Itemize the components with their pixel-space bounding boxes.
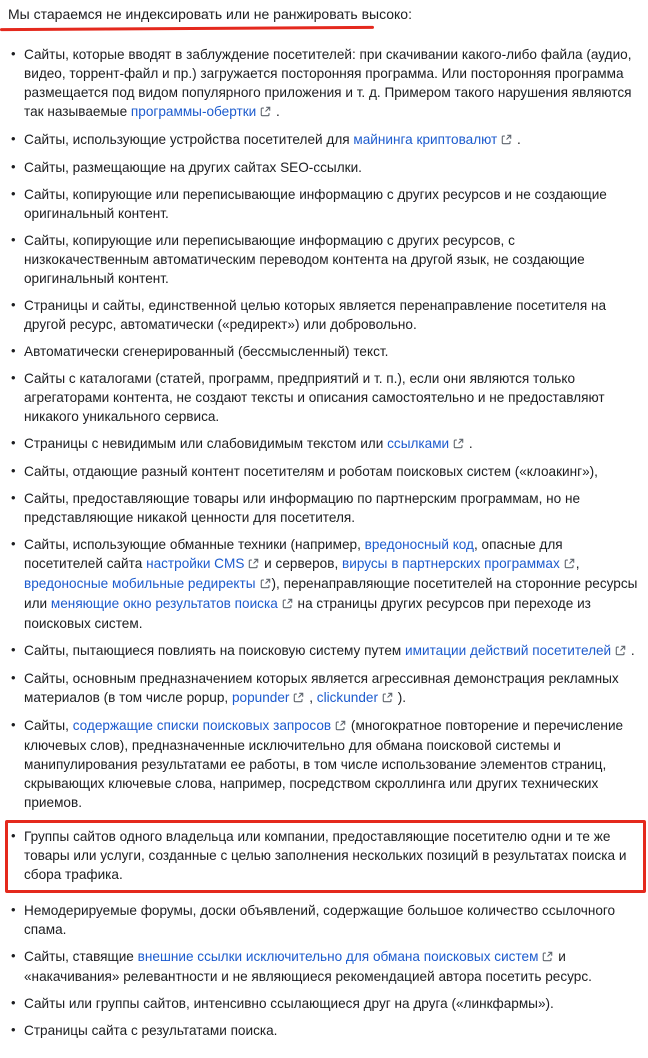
text-segment: Сайты, копирующие или переписывающие информацию с других ресурсов, с низкокачественным автоматическим переводом контента на другой язык, не создающие оригинальный контент. (24, 233, 585, 286)
external-link-icon (335, 717, 346, 736)
inline-link[interactable]: майнинга криптовалют (353, 132, 498, 147)
text-segment: Группы сайтов одного владельца или компании, предоставляющие посетителю одни и те же товары или услуги, созданные с целью заполнения нескольких позиций в результатах поиска и сбора трафика. (24, 829, 627, 882)
list-item (24, 342, 640, 361)
inline-link[interactable]: вредоносные мобильные редиректы (24, 576, 256, 591)
list-item (24, 185, 640, 223)
external-link-icon (382, 689, 393, 708)
text-segment: . (465, 436, 473, 451)
list-item (24, 231, 640, 288)
text-segment: Сайты, использующие обманные техники (например, (24, 537, 365, 552)
external-link-icon (453, 435, 464, 454)
text-segment: , (305, 690, 317, 705)
external-link-icon (282, 595, 293, 614)
text-segment: . (272, 104, 280, 119)
list-item (24, 1021, 640, 1040)
list-item (24, 901, 640, 939)
external-link-icon (564, 555, 575, 574)
list-item (24, 369, 640, 426)
list-item (24, 489, 640, 527)
text-segment: Сайты, (24, 718, 73, 733)
list-item (24, 45, 640, 122)
list-item (24, 434, 640, 454)
list-item (24, 947, 640, 986)
external-link-icon (542, 948, 553, 967)
text-segment: , опасные для посетителей сайта (24, 537, 563, 571)
external-link-icon (615, 642, 626, 661)
inline-link[interactable]: popunder (231, 690, 290, 705)
inline-link[interactable]: содержащие списки поисковых запросов (72, 718, 332, 733)
list-item (24, 669, 640, 708)
list-item (24, 994, 640, 1013)
text-segment: Сайты или группы сайтов, интенсивно ссылающиеся друг на друга («линкфармы»). (24, 996, 554, 1011)
text-segment: , (575, 556, 580, 571)
list-item (24, 296, 640, 334)
text-segment: Страницы и сайты, единственной целью которых является перенаправление посетителя на другой ресурс, автоматически («редирект») или добровольно. (24, 298, 607, 332)
inline-link[interactable]: меняющие окно результатов поиска (50, 596, 278, 611)
external-link-icon (260, 103, 271, 122)
text-segment: Сайты, пытающиеся повлиять на поисковую систему путем (24, 643, 406, 658)
text-segment: и серверов, (260, 556, 342, 571)
list-item (24, 716, 640, 812)
violations-list (8, 45, 640, 1040)
text-segment: Сайты, отдающие разный контент посетителям и роботам поисковых систем («клоакинг»), (24, 464, 598, 479)
list-item (24, 130, 640, 150)
inline-link[interactable]: настройки CMS (146, 556, 245, 571)
text-segment: Страницы с невидимым или слабовидимым текстом или (24, 436, 388, 451)
page-heading: Мы стараемся не индексировать или не ранжировать высоко: (8, 6, 412, 22)
text-segment: . (513, 132, 521, 147)
external-link-icon (260, 575, 271, 594)
inline-link[interactable]: внешние ссылки исключительно для обмана поисковых систем (137, 949, 539, 964)
text-segment: Сайты, использующие устройства посетителей для (24, 132, 354, 147)
inline-link[interactable]: clickunder (316, 690, 378, 705)
external-link-icon (501, 131, 512, 150)
text-segment: Сайты, размещающие на других сайтах SEO-ссылки. (24, 160, 362, 175)
list-item (24, 535, 640, 633)
list-item (24, 158, 640, 177)
list-item-highlighted (5, 820, 646, 893)
text-segment: и «накачивания» релевантности и не являющиеся рекомендацией автора посетить ресурс. (24, 949, 592, 984)
text-segment: ), перенаправляющие посетителей на сторонние ресурсы или (24, 576, 638, 611)
text-segment: Автоматически сгенерированный (бессмысленный) текст. (24, 344, 389, 359)
inline-link[interactable]: вирусы в партнерских программах (342, 556, 560, 571)
list-item (24, 462, 640, 481)
list-item (24, 641, 640, 661)
external-link-icon (293, 689, 304, 708)
inline-link[interactable]: имитации действий посетителей (405, 643, 612, 658)
text-segment: Сайты, ставящие (24, 949, 138, 964)
text-segment: на страницы других ресурсов при переходе из поисковых систем. (24, 596, 591, 631)
text-segment: Страницы сайта с результатами поиска. (24, 1023, 278, 1038)
inline-link[interactable]: программы-обертки (130, 104, 257, 119)
text-segment: ). (393, 690, 407, 705)
text-segment: Сайты с каталогами (статей, программ, предприятий и т. п.), если они являются только агрегаторами контента, не создают тексты и описания самостоятельно и не предоставляют никакого уникального сервиса. (24, 371, 605, 424)
inline-link[interactable]: вредоносный код (364, 537, 474, 552)
inline-link[interactable]: ссылками (387, 436, 450, 451)
text-segment: . (627, 643, 635, 658)
text-segment: Сайты, предоставляющие товары или информацию по партнерским программам, но не представляющие никакой ценности для посетителя. (24, 491, 581, 525)
text-segment: Сайты, копирующие или переписывающие информацию с других ресурсов и не создающие оригинальный контент. (24, 187, 607, 221)
text-segment: Немодерируемые форумы, доски объявлений, содержащие большое количество ссылочного спама. (24, 903, 616, 937)
red-underline-annotation (0, 26, 374, 31)
text-segment: Сайты, основным предназначением которых является агрессивная демонстрация рекламных материалов (в том числе popup, (24, 671, 619, 705)
external-link-icon (248, 555, 259, 574)
text-segment: (многократное повторение и перечисление ключевых слов), предназначенные исключительно для обмана поисковой системы и манипулирования результатами ее работы, в том числе использование элементов страниц, скрывающих ключевые слова, например, посредством скроллинга или других технических приемов. (24, 718, 624, 810)
text-segment: Сайты, которые вводят в заблуждение посетителей: при скачивании какого-либо файла (аудио, видео, торрент-файл и пр.) загружается посторонняя программа. Или посторонняя программа размещается под видом популярного приложения и т. д. Примером такого нарушения являются так называемые (24, 47, 632, 119)
